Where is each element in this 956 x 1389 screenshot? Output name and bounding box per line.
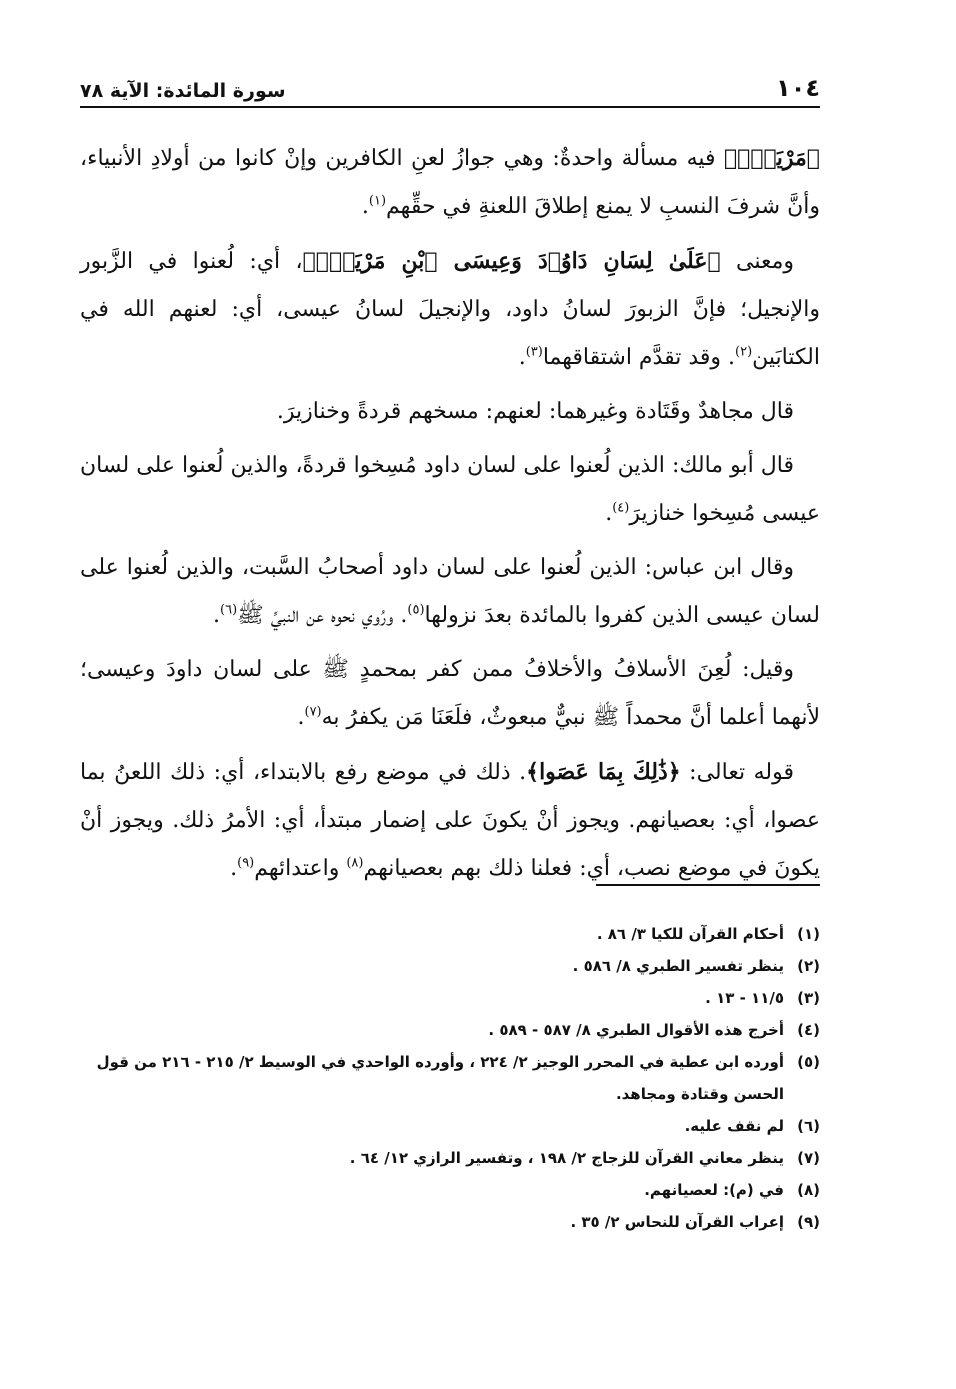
- paragraph-text: .: [605, 501, 613, 526]
- footnote-number: (٧): [797, 1149, 820, 1167]
- footnote-text: أخرج هذه الأقوال الطبري ٨/ ٥٨٧ - ٥٨٩ .: [488, 1021, 784, 1039]
- footnote-item: [80, 1142, 820, 1174]
- footnote-number: (٩): [797, 1213, 820, 1231]
- footnote-item: [80, 1174, 820, 1206]
- footnote-number: (٢): [797, 957, 820, 975]
- footnote-number: (٤): [797, 1021, 820, 1039]
- paragraph: [80, 388, 820, 436]
- footnote-item: [80, 1014, 820, 1046]
- footnote-text: إعراب القرآن للنحاس ٢/ ٣٥ .: [570, 1213, 784, 1231]
- paragraph: [80, 134, 820, 231]
- footnote-text: ١١/٥ - ١٣ .: [705, 989, 784, 1007]
- paragraph-text: ومعنى: [720, 249, 795, 274]
- paragraph: [80, 237, 820, 382]
- footnote-reference: (١): [368, 193, 387, 209]
- footnote-item: [80, 1046, 820, 1110]
- footnote-item: [80, 982, 820, 1014]
- main-text: [80, 134, 820, 899]
- paragraph-text: . ورُوي نحوه عن النبيِّ ﷺ: [237, 603, 408, 628]
- footnote-divider: [596, 884, 820, 886]
- quran-verse: ﴿عَلَىٰ لِسَانِ دَاوُۥدَ وَعِيسَى ٱبْنِ مَرْيَمَۚ﴾: [302, 248, 721, 274]
- footnote-text: ينظر تفسير الطبري ٨/ ٥٨٦ .: [572, 957, 784, 975]
- quran-verse: ﴿ذَٰلِكَ بِمَا عَصَوا﴾: [526, 759, 681, 785]
- footnote-text: ينظر معاني القرآن للزجاج ٢/ ١٩٨ ، وتفسير الرازي ١٢/ ٦٤ .: [349, 1149, 784, 1167]
- paragraph-text: فيه مسألة واحدةٌ: وهي جوازُ لعنِ الكافرين وإنْ كانوا من أولادِ الأنبياء، وأنَّ شرفَ النسبِ لا يمنع إطلاقَ اللعنةِ في حقِّهم: [80, 146, 820, 219]
- paragraph-text: . ذلك في موضع رفع بالابتداء، أي: ذلك اللعنُ بما عصوا، أي: بعصيانهم. ويجوز أنْ يكونَ على إضمار مبتدأ، أي: الأمرُ ذلك. ويجوز أنْ يكونَ في موضع نصب، أي: فعلنا ذلك بهم بعصيانهم: [80, 760, 820, 881]
- quran-verse: ﴿مَرْيَمَۚ﴾: [723, 145, 820, 171]
- paragraph: [80, 646, 820, 742]
- footnote-number: (٨): [797, 1181, 820, 1199]
- footnote-number: (١): [797, 925, 820, 943]
- paragraph-text: وقال ابن عباس: الذين لُعنوا على لسان داود أصحابُ السَّبت، والذين لُعنوا على لسان عيسى الذين كفروا بالمائدة بعدَ نزولها: [80, 555, 820, 628]
- footnote-item: [80, 1206, 820, 1238]
- footnote-text: في (م): لعصيانهم.: [644, 1181, 784, 1199]
- footnote-reference: (٥): [407, 602, 425, 618]
- page-header: [80, 68, 820, 102]
- paragraph: [80, 442, 820, 538]
- footnote-reference: (٢): [735, 344, 753, 360]
- footnote-reference: (٩): [237, 855, 255, 871]
- footnote-item: [80, 918, 820, 950]
- paragraph-text: قال مجاهدٌ وقَتَادة وغيرهما: لعنهم: مسخهم قردةً وخنازيرَ.: [276, 399, 794, 424]
- footnote-reference: (٤): [612, 500, 630, 516]
- footnote-reference: (٣): [525, 344, 543, 360]
- paragraph-text: . وقد تقدَّم اشتقاقهما: [542, 345, 736, 370]
- footnote-text: أورده ابن عطية في المحرر الوجيز ٢/ ٢٢٤ ، وأورده الواحدي في الوسيط ٢/ ٢١٥ - ٢١٦ من قول الحسن وقتادة ومجاهد.: [96, 1053, 784, 1103]
- paragraph-text: .: [518, 345, 526, 370]
- header-divider: [80, 106, 820, 108]
- paragraph: [80, 748, 820, 893]
- footnote-text: لم نقف عليه.: [684, 1117, 784, 1135]
- paragraph-text: .: [230, 856, 238, 881]
- footnote-item: [80, 950, 820, 982]
- paragraph-text: .: [297, 705, 305, 730]
- paragraph-text: قوله تعالى:: [680, 760, 794, 785]
- footnote-number: (٣): [797, 989, 820, 1007]
- footnotes-section: [80, 918, 820, 1238]
- paragraph: [80, 544, 820, 640]
- footnote-text: أحكام القرآن للكيا ٣/ ٨٦ .: [596, 925, 784, 943]
- paragraph-text: ، أي: لُعنوا في الزَّبور والإنجيل؛ فإنَّ الزبورَ لسانُ داود، والإنجيلَ لسانُ عيسى، أي: لعنهم الله في الكتابَين: [80, 249, 820, 370]
- footnote-number: (٦): [797, 1117, 820, 1135]
- footnote-reference: (٨): [346, 855, 364, 871]
- footnote-number: (٥): [797, 1053, 820, 1071]
- footnote-item: [80, 1110, 820, 1142]
- paragraph-text: واعتدائهم: [254, 856, 347, 881]
- paragraph-text: قال أبو مالك: الذين لُعنوا على لسان داود مُسِخوا قردةً، والذين لُعنوا على لسان عيسى مُسِخوا خنازيرَ: [80, 453, 820, 526]
- paragraph-text: وقيل: لُعِنَ الأسلافُ والأخلافُ ممن كفر بمحمدٍ ﷺ على لسان داودَ وعيسى؛ لأنهما أعلما أنَّ محمداً ﷺ نبيٌّ مبعوثٌ، فلَعَنَا مَن يكفرُ به: [80, 657, 820, 730]
- running-title: سورة المائدة: الآية ٧٨: [80, 80, 286, 102]
- footnote-reference: (٦): [220, 602, 238, 618]
- paragraph-text: .: [361, 194, 369, 219]
- paragraph-text: .: [213, 603, 220, 628]
- page-number: ١٠٤: [776, 74, 820, 102]
- footnote-reference: (٧): [304, 704, 322, 720]
